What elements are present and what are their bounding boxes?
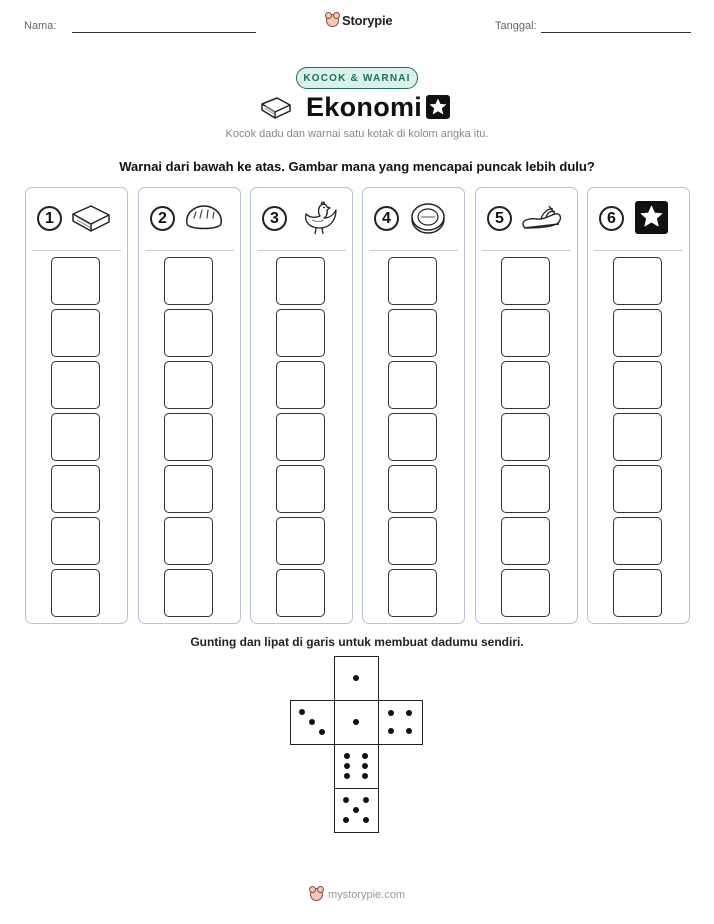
color-box[interactable] [501,413,550,461]
color-box[interactable] [613,465,662,513]
color-box[interactable] [51,361,100,409]
color-box[interactable] [51,413,100,461]
book-icon [259,94,293,122]
column-divider [145,250,234,251]
book-icon [69,200,113,236]
dice-pip [353,719,359,725]
brand-name: Storypie [342,13,393,28]
footer-url[interactable]: mystorypie.com [328,888,406,901]
color-box[interactable] [51,569,100,617]
color-box[interactable] [388,257,437,305]
column-4 [362,187,465,624]
sandal-icon [519,200,563,236]
color-box[interactable] [613,517,662,565]
color-box[interactable] [164,465,213,513]
color-box[interactable] [164,361,213,409]
color-box[interactable] [501,569,550,617]
column-1 [25,187,128,624]
dice-face-4 [378,700,423,745]
brand-logo [326,13,392,28]
dice-pip [406,710,412,716]
color-box[interactable] [388,517,437,565]
dice-face-6 [334,744,379,789]
dice-face-1 [334,700,379,745]
color-box[interactable] [276,569,325,617]
color-box[interactable] [276,361,325,409]
date-field[interactable] [495,20,537,32]
subtitle: Kocok dadu dan warnai satu kotak di kolom angka itu. [225,128,489,140]
dice-face-1 [334,656,379,701]
column-divider [257,250,346,251]
column-divider [594,250,683,251]
dice-pip [388,710,394,716]
dice-pip [319,729,325,735]
dice-pip [344,753,350,759]
color-box[interactable] [276,517,325,565]
name-line[interactable] [72,32,256,33]
instruction: Warnai dari bawah ke atas. Gambar mana yang mencapai puncak lebih dulu? [119,159,595,174]
color-box[interactable] [388,569,437,617]
color-box[interactable] [164,569,213,617]
column-number: 2 [150,206,175,231]
date-label: Tanggal: [495,20,537,32]
column-divider [482,250,571,251]
dice-pip [343,797,349,803]
dice-pip [343,817,349,823]
color-box[interactable] [276,465,325,513]
coin-icon [406,200,450,236]
bread-icon [182,200,226,236]
name-field[interactable] [24,20,56,32]
date-line[interactable] [541,32,691,33]
color-box[interactable] [613,257,662,305]
chicken-icon [294,200,338,236]
color-box[interactable] [164,309,213,357]
dice-pip [363,817,369,823]
dice-pip [309,719,315,725]
color-box[interactable] [501,257,550,305]
column-divider [32,250,121,251]
color-box[interactable] [164,517,213,565]
dice-pip [353,675,359,681]
dice-pip [362,763,368,769]
dice-pip [362,773,368,779]
color-box[interactable] [501,309,550,357]
dice-pip [299,709,305,715]
color-box[interactable] [276,257,325,305]
dice-pip [362,753,368,759]
color-box[interactable] [388,465,437,513]
worksheet-badge: KOCOK & WARNAI [296,67,418,89]
color-box[interactable] [501,361,550,409]
column-number: 1 [37,206,62,231]
color-box[interactable] [613,309,662,357]
star-icon [426,95,450,119]
color-box[interactable] [501,517,550,565]
column-divider [369,250,458,251]
dice-pip [353,807,359,813]
color-box[interactable] [501,465,550,513]
dice-pip [388,728,394,734]
color-box[interactable] [388,361,437,409]
column-number: 4 [374,206,399,231]
column-6 [587,187,690,624]
column-number: 6 [599,206,624,231]
color-box[interactable] [388,309,437,357]
dice-pip [344,763,350,769]
color-box[interactable] [613,569,662,617]
color-box[interactable] [613,413,662,461]
column-5 [475,187,578,624]
color-box[interactable] [613,361,662,409]
name-label: Nama: [24,20,57,32]
color-box[interactable] [51,465,100,513]
bear-logo-icon [310,888,323,901]
column-number: 5 [487,206,512,231]
star-icon [631,200,675,236]
color-box[interactable] [51,257,100,305]
column-2 [138,187,241,624]
dice-pip [363,797,369,803]
title-row [0,92,714,126]
column-3 [250,187,353,624]
color-box[interactable] [276,413,325,461]
color-box[interactable] [164,413,213,461]
bear-logo-icon [326,14,339,27]
page-title: Ekonomi [306,92,423,122]
dice-pip [406,728,412,734]
dice-face-3 [290,700,335,745]
color-box[interactable] [51,517,100,565]
dice-pip [344,773,350,779]
dice-instruction: Gunting dan lipat di garis untuk membuat dadumu sendiri. [190,635,524,649]
color-box[interactable] [51,309,100,357]
footer [310,888,405,901]
column-number: 3 [262,206,287,231]
color-box[interactable] [388,413,437,461]
color-box[interactable] [276,309,325,357]
color-box[interactable] [164,257,213,305]
dice-face-5 [334,788,379,833]
